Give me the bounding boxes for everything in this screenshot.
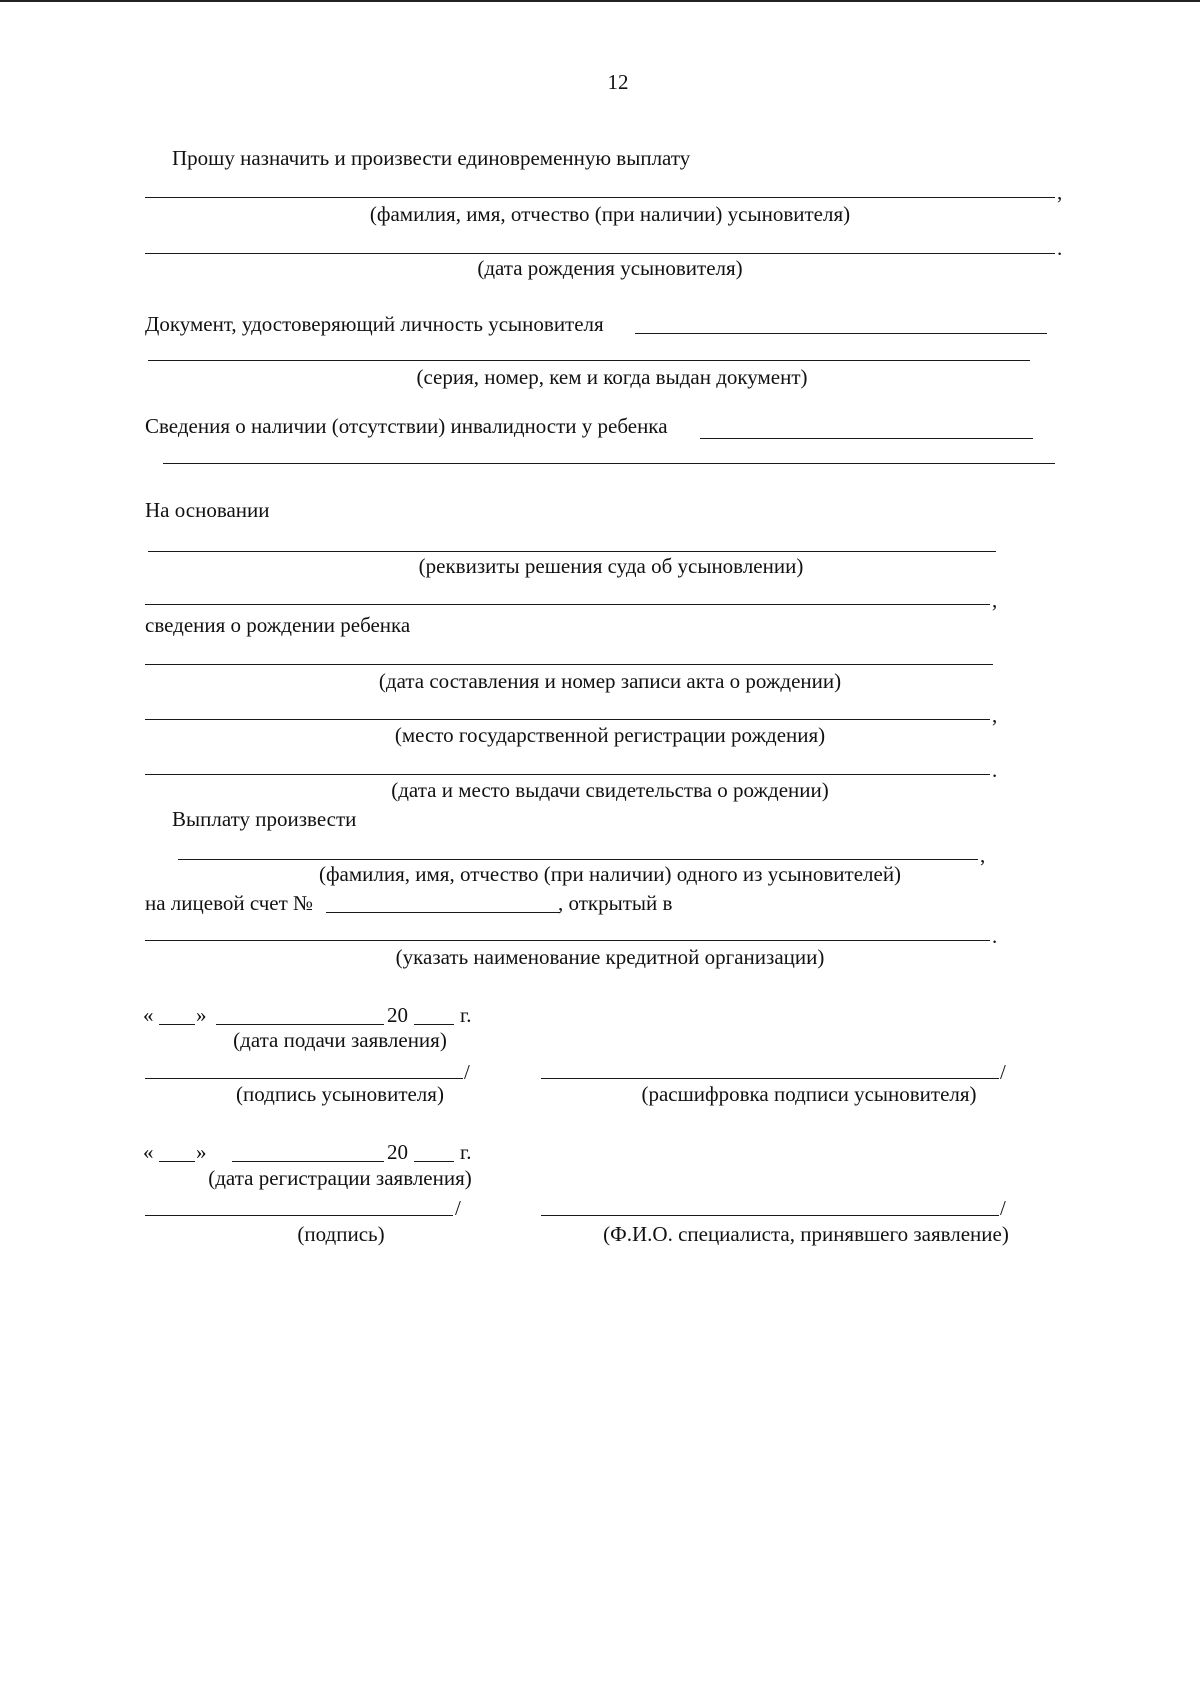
account-number-line[interactable] [326, 912, 560, 913]
page-number: 12 [607, 70, 629, 94]
caption-birth-place: (место государственной регистрации рождения) [394, 723, 826, 747]
caption-bank: (указать наименование кредитной организации) [395, 945, 825, 969]
disability-line[interactable] [700, 438, 1033, 439]
caption-adopter-signature: (подпись усыновителя) [236, 1082, 444, 1106]
intro-text: Прошу назначить и произвести единовременную выплату [172, 146, 691, 170]
doc-details-line[interactable] [148, 360, 1030, 361]
court-decision-line[interactable] [148, 551, 996, 552]
reg-year-field[interactable] [414, 1161, 454, 1162]
caption-submit-date: (дата подачи заявления) [233, 1028, 447, 1052]
reg-date-close-quote: » [196, 1140, 207, 1164]
bank-line[interactable] [145, 940, 990, 941]
payee-name-line[interactable] [178, 859, 978, 860]
reg-year-prefix: 20 [387, 1140, 408, 1164]
caption-birth-act: (дата составления и номер записи акта о рождении) [378, 669, 842, 693]
birth-act-line[interactable] [145, 664, 993, 665]
submit-day-field[interactable] [159, 1024, 195, 1025]
submit-year-field[interactable] [414, 1024, 454, 1025]
birth-info-label: сведения о рождении ребенка [145, 613, 411, 637]
specialist-name-line[interactable] [541, 1215, 999, 1216]
period-mark: . [992, 758, 998, 782]
submit-month-field[interactable] [216, 1024, 384, 1025]
submit-date-close-quote: » [196, 1003, 207, 1027]
submit-year-prefix: 20 [387, 1003, 408, 1027]
birth-place-line[interactable] [145, 719, 990, 720]
period-mark: . [992, 924, 998, 948]
disability-label: Сведения о наличии (отсутствии) инвалидности у ребенка [145, 414, 668, 438]
page-top-edge [0, 0, 1200, 2]
caption-doc-details: (серия, номер, кем и когда выдан документ) [416, 365, 808, 389]
caption-specialist: (Ф.И.О. специалиста, принявшего заявление) [603, 1222, 1009, 1246]
comma-mark: , [992, 588, 998, 612]
reg-date-open-quote: « [143, 1140, 154, 1164]
submit-year-suffix: г. [460, 1003, 472, 1027]
comma-mark: , [992, 703, 998, 727]
pay-to-label: Выплату произвести [172, 807, 357, 831]
caption-court-decision: (реквизиты решения суда об усыновлении) [418, 554, 804, 578]
basis-label: На основании [145, 498, 270, 522]
reg-month-field[interactable] [232, 1161, 384, 1162]
specialist-signature-line[interactable] [145, 1215, 453, 1216]
opened-in-label: , открытый в [558, 891, 673, 915]
reg-year-suffix: г. [460, 1140, 472, 1164]
caption-certificate: (дата и место выдачи свидетельства о рождении) [391, 778, 829, 802]
adopter-birth-line[interactable] [145, 253, 1055, 254]
slash-mark: / [1000, 1060, 1006, 1084]
court-decision-line-2[interactable] [145, 604, 990, 605]
identity-doc-label: Документ, удостоверяющий личность усыновителя [145, 312, 604, 336]
slash-mark: / [464, 1060, 470, 1084]
caption-signature: (подпись) [297, 1222, 385, 1246]
slash-mark: / [1000, 1196, 1006, 1220]
caption-payee-name: (фамилия, имя, отчество (при наличии) одного из усыновителей) [318, 862, 902, 886]
caption-adopter-signature-decode: (расшифровка подписи усыновителя) [641, 1082, 977, 1106]
adopter-signature-decode-line[interactable] [541, 1078, 999, 1079]
caption-reg-date: (дата регистрации заявления) [208, 1166, 472, 1190]
period-mark: . [1057, 236, 1063, 260]
disability-line-2[interactable] [163, 463, 1055, 464]
adopter-signature-line[interactable] [145, 1078, 463, 1079]
caption-adopter-birth: (дата рождения усыновителя) [477, 256, 743, 280]
reg-day-field[interactable] [159, 1161, 195, 1162]
caption-adopter-name: (фамилия, имя, отчество (при наличии) усыновителя) [369, 202, 851, 226]
slash-mark: / [455, 1196, 461, 1220]
submit-date-open-quote: « [143, 1003, 154, 1027]
adopter-name-line[interactable] [145, 197, 1055, 198]
comma-mark: , [1057, 180, 1063, 204]
account-label: на лицевой счет № [145, 891, 314, 915]
certificate-line[interactable] [145, 774, 990, 775]
comma-mark: , [980, 843, 986, 867]
identity-doc-line[interactable] [635, 333, 1047, 334]
